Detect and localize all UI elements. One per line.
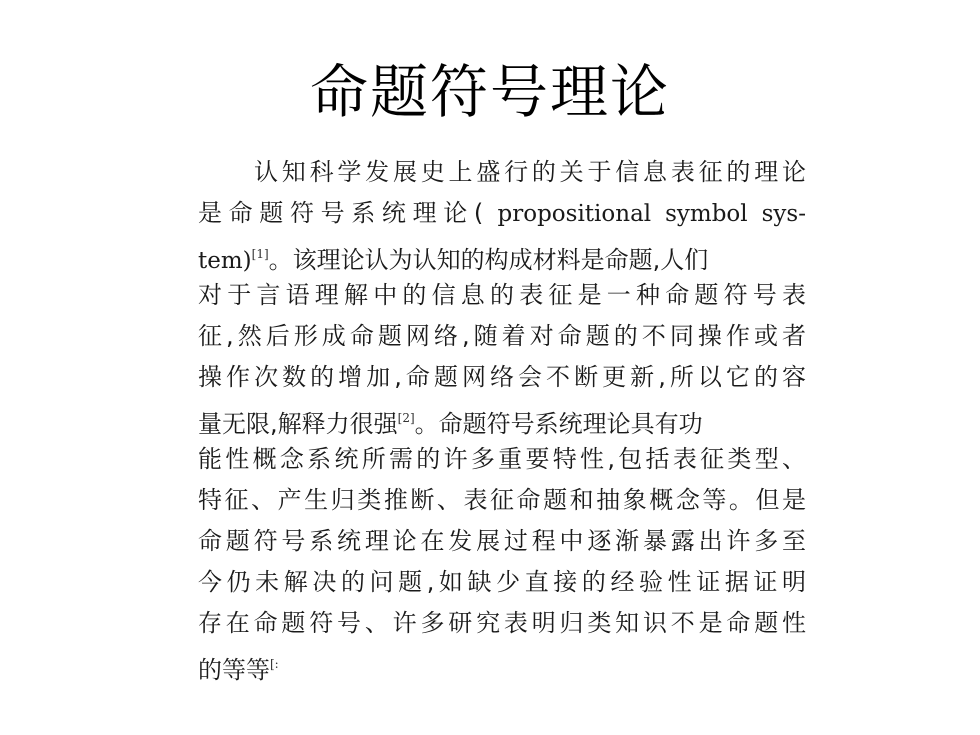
text-line-13-a: 的等等 bbox=[198, 656, 270, 684]
citation-1: [1] bbox=[251, 247, 269, 261]
text-line-3-chinese: 。该理论认为认知的构成材料是命题,人们 bbox=[268, 246, 709, 274]
text-line-11: 今仍未解决的问题,如缺少直接的经验性证据证明 bbox=[198, 568, 806, 596]
citation-2: [2] bbox=[397, 411, 415, 425]
text-line-12: 存在命题符号、许多研究表明归类知识不是命题性 bbox=[198, 609, 806, 637]
text-line-2 bbox=[198, 193, 806, 234]
text-line-3 bbox=[198, 234, 806, 275]
text-line-2-chinese: 是命题符号系统理论( bbox=[198, 199, 484, 227]
citation-3: [: bbox=[270, 657, 279, 671]
text-line-6: 操作次数的增加,命题网络会不断更新,所以它的容 bbox=[198, 363, 806, 391]
text-line-1: 认知科学发展史上盛行的关于信息表征的理论 bbox=[254, 158, 806, 186]
text-line-9: 特征、产生归类推断、表征命题和抽象概念等。但是 bbox=[198, 486, 806, 514]
text-line-3-latin: tem) bbox=[198, 248, 252, 274]
text-line-5: 征,然后形成命题网络,随着对命题的不同操作或者 bbox=[198, 322, 806, 350]
text-line-13 bbox=[198, 644, 806, 685]
text-line-7 bbox=[198, 398, 806, 439]
text-line-7-b: 。命题符号系统理论具有功 bbox=[414, 410, 703, 438]
text-line-4: 对于言语理解中的信息的表征是一种命题符号表 bbox=[198, 281, 806, 309]
text-line-2-latin: propositional symbol sys- bbox=[497, 201, 806, 227]
body-paragraph bbox=[198, 152, 806, 685]
text-line-10: 命题符号系统理论在发展过程中逐渐暴露出许多至 bbox=[198, 527, 806, 555]
text-line-7-a: 量无限,解释力很强 bbox=[198, 410, 398, 438]
text-line-8: 能性概念系统所需的许多重要特性,包括表征类型、 bbox=[198, 445, 806, 473]
page-title: 命题符号理论 bbox=[309, 58, 670, 126]
